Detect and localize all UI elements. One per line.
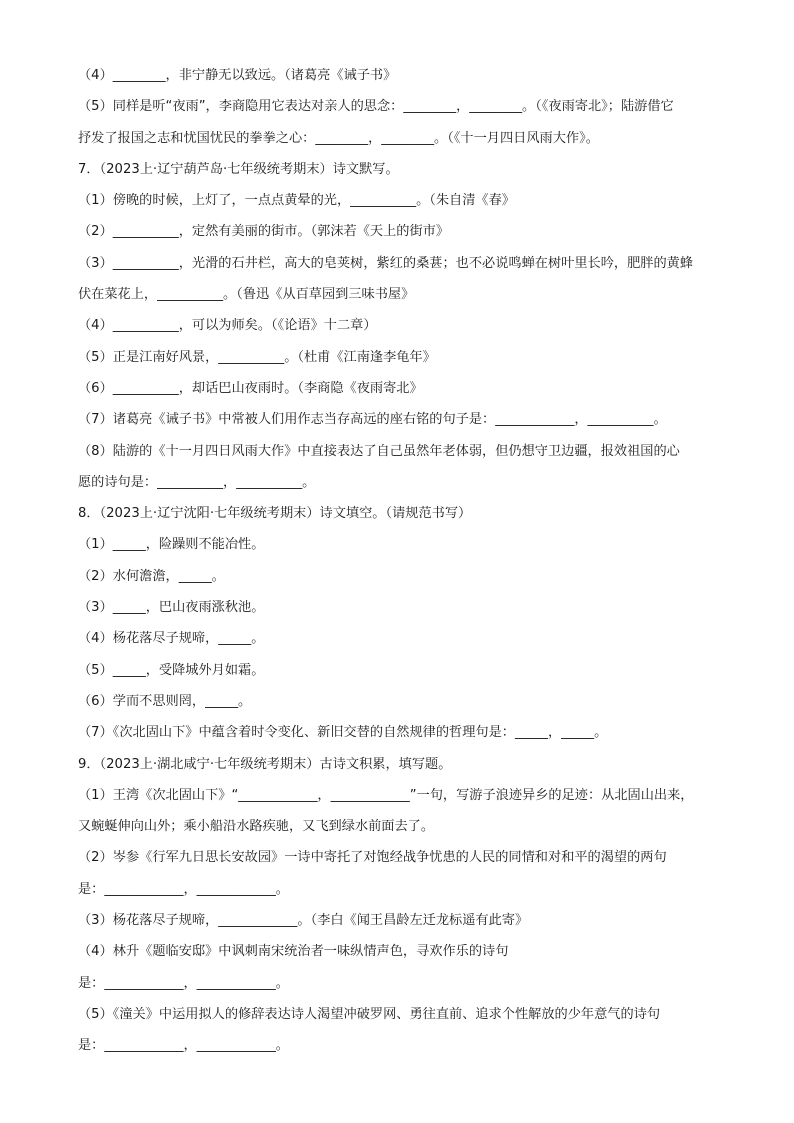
text-line: （4）________，非宁静无以致远。（诸葛亮《诫子书》	[78, 68, 397, 83]
text-line: （2）岑参《行军九日思长安故园》一诗中寄托了对饱经战争忧患的人民的同情和对和平的渴望的两句	[78, 850, 667, 866]
question-heading: 8．（2023上·辽宁沈阳·七年级统考期末）诗文填空。（请规范书写）	[78, 506, 472, 522]
text-line: （1）傍晚的时候，上灯了，一点点黄晕的光，__________。（朱自清《春》	[78, 193, 515, 209]
text-line: （3）_____，巴山夜雨涨秋池。	[78, 600, 265, 616]
text-line: 是：____________，____________。	[78, 1038, 289, 1054]
text-line: （1）王湾《次北固山下》“____________，____________”一句，写游子浪迹异乡的足迹：从北固山出来，	[78, 787, 694, 803]
text-line: （1）_____，险躁则不能冶性。	[78, 537, 265, 553]
text-line: （8）陆游的《十一月四日风雨大作》中直接表达了自己虽然年老体弱，但仍想守卫边疆，报效祖国的心	[78, 443, 680, 459]
text-line: （5）正是江南好风景，__________。（杜甫《江南逢李龟年》	[78, 349, 436, 365]
text-line: （6）__________，却话巴山夜雨时。（李商隐《夜雨寄北》	[78, 380, 423, 396]
text-line: （4）__________，可以为师矣。（《论语》十二章）	[78, 318, 377, 334]
text-line: （6）学而不思则罔，_____。	[78, 693, 252, 709]
question-heading: 7．（2023上·辽宁葫芦岛·七年级统考期末）诗文默写。	[78, 161, 399, 177]
text-line: 抒发了报国之志和忧国忧民的拳拳之心：________，________。（《十一月四日风雨大作》。	[78, 130, 599, 146]
text-line: 伏在菜花上，__________。（鲁迅《从百草园到三味书屋》	[78, 287, 415, 303]
text-line: 是：____________，____________。	[78, 975, 289, 991]
text-line: （3）__________，光滑的石井栏，高大的皂荚树，紫红的桑葚；也不必说鸣蝉在树叶里长吟，肥胖的黄蜂	[78, 255, 694, 271]
text-line: （2）__________，定然有美丽的街市。（郭沫若《天上的街市》	[78, 224, 450, 240]
text-line: （7）诸葛亮《诫子书》中常被人们用作志当存高远的座右铭的句子是：____________，__________。	[78, 412, 667, 428]
text-line: （5）同样是听“夜雨”，李商隐用它表达对亲人的思念：________，________。（《夜雨寄北》；陆游借它	[78, 99, 674, 115]
text-line: （7）《次北固山下》中蕴含着时令变化、新旧交替的自然规律的哲理句是：_____，_____。	[78, 725, 608, 741]
text-line: （4）杨花落尽子规啼，_____。	[78, 631, 265, 647]
text-line: （5）《潼关》中运用拟人的修辞表达诗人渴望冲破罗网、勇往直前、追求个性解放的少年意气的诗句	[78, 1006, 661, 1022]
text-line: （4）林升《题临安邸》中讽刺南宋统治者一味纵情声色，寻欢作乐的诗句	[78, 944, 509, 960]
text-line: （2）水何澹澹，_____。	[78, 568, 225, 584]
text-line: （5）_____，受降城外月如霜。	[78, 662, 265, 678]
text-line: 又蜿蜒伸向山外；乘小船沿水路疾驰，又飞到绿水前面去了。	[78, 819, 435, 835]
question-heading: 9．（2023上·湖北咸宁·七年级统考期末）古诗文积累，填写题。	[78, 756, 452, 772]
text-line: 是：____________，____________。	[78, 881, 289, 897]
text-line: （3）杨花落尽子规啼，____________。（李白《闻王昌龄左迁龙标遥有此寄》	[78, 913, 529, 929]
text-line: 愿的诗句是：__________，__________。	[78, 474, 316, 490]
